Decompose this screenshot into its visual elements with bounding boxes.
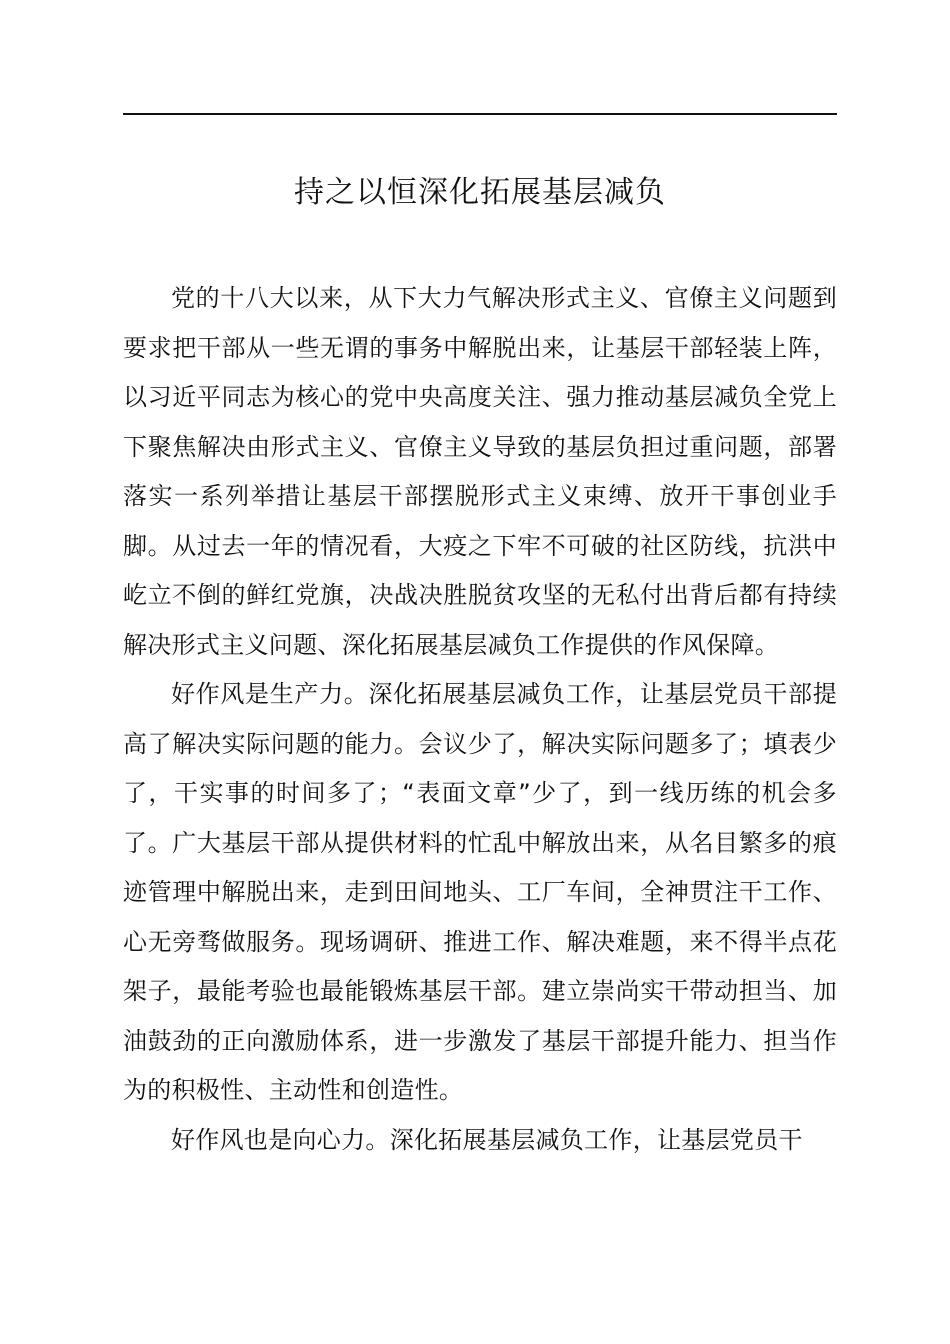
document-body xyxy=(123,274,837,1165)
document-title: 持之以恒深化拓展基层减负 xyxy=(294,175,666,210)
header-rule xyxy=(123,113,837,115)
paragraph-3: 好作风也是向心力。深化拓展基层减负工作，让基层党员干 xyxy=(171,1125,803,1154)
paragraph-1: 党的十八大以来，从下大力气解决形式主义、官僚主义问题到要求把干部从一些无谓的事务中解脱出来，让基层干部轻装上阵，以习近平同志为核心的党中央高度关注、强力推动基层减负全党上下聚焦解决由形式主义、官僚主义导致的基层负担过重问题，部署落实一系列举措让基层干部摆脱形式主义束缚、放开干事创业手脚。从过去一年的情况看，大疫之下牢不可破的社区防线，抗洪中屹立不倒的鲜红党旗，决战决胜脱贫攻坚的无私付出背后都有持续解决形式主义问题、深化拓展基层减负工作提供的作风保障。 xyxy=(123,284,837,659)
paragraph-2: 好作风是生产力。深化拓展基层减负工作，让基层党员干部提高了解决实际问题的能力。会议少了，解决实际问题多了；填表少了，干实事的时间多了；“表面文章”少了，到一线历练的机会多了。广大基层干部从提供材料的忙乱中解放出来，从名目繁多的痕迹管理中解脱出来，走到田间地头、工厂车间，全神贯注干工作、心无旁骛做服务。现场调研、推进工作、解决难题，来不得半点花架子，最能考验也最能锻炼基层干部。建立崇尚实干带动担当、加油鼓劲的正向激励体系，进一步激发了基层干部提升能力、担当作为的积极性、主动性和创造性。 xyxy=(123,680,837,1104)
